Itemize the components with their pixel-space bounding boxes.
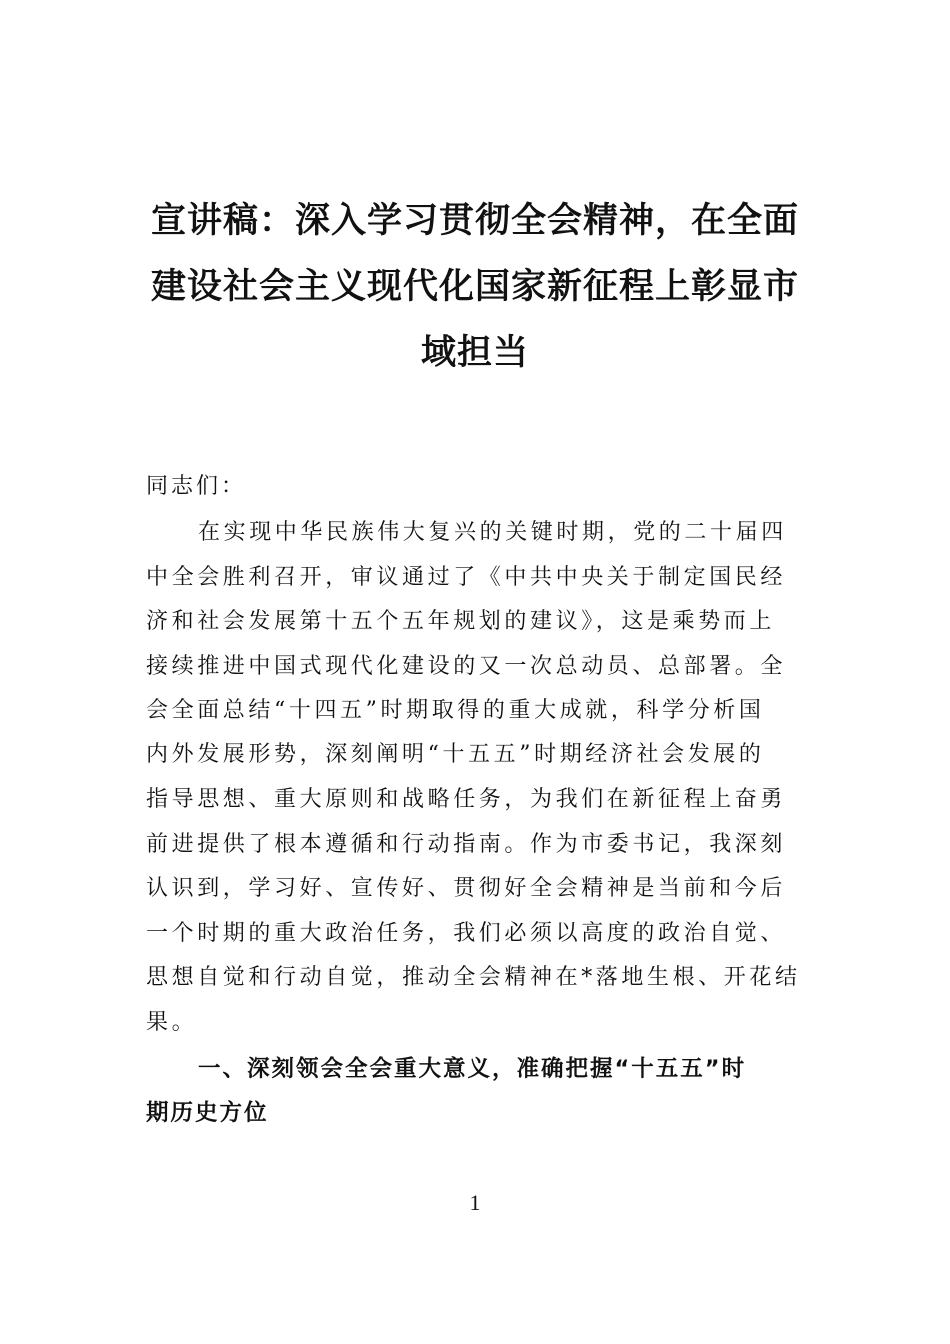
title-line: 域担当 [420,333,529,373]
paragraph-line: 接续推进中国式现代化建设的又一次总动员、总部署。全 [146,654,787,679]
paragraph-line: 在实现中华民族伟大复兴的关键时期，党的二十届四 [198,520,787,545]
paragraph-line: 一个时期的重大政治任务，我们必须以高度的政治自觉、 [146,921,787,946]
page-number: 1 [469,1190,481,1215]
title-line: 建设社会主义现代化国家新征程上彰显市 [150,267,799,307]
section-heading-line: 期历史方位 [146,1100,269,1126]
salutation: 同志们： [146,474,247,499]
paragraph-line: 济和社会发展第十五个五年规划的建议》，这是乘势而上 [146,609,776,634]
title-line: 宣讲稿：深入学习贯彻全会精神，在全面 [150,201,799,241]
paragraph-line: 中全会胜利召开，审议通过了《中共中央关于制定国民经 [146,565,787,590]
paragraph-line: 果。 [146,1010,198,1035]
paragraph-line: 前进提供了根本遵循和行动指南。作为市委书记，我深刻 [146,832,787,857]
paragraph-line: 会全面总结“十四五”时期取得的重大成就，科学分析国 [146,698,765,723]
paragraph-line: 内外发展形势，深刻阐明“十五五”时期经济社会发展的 [146,742,765,767]
paragraph-line: 思想自觉和行动自觉，推动全会精神在*落地生根、开花结 [146,965,801,990]
paragraph-line: 指导思想、重大原则和战略任务，为我们在新征程上奋勇 [146,787,787,812]
section-heading-line: 一、深刻领会全会重大意义，准确把握“十五五”时 [198,1056,747,1082]
paragraph-line: 认识到，学习好、宣传好、贯彻好全会精神是当前和今后 [146,876,787,901]
document-title [145,188,805,386]
